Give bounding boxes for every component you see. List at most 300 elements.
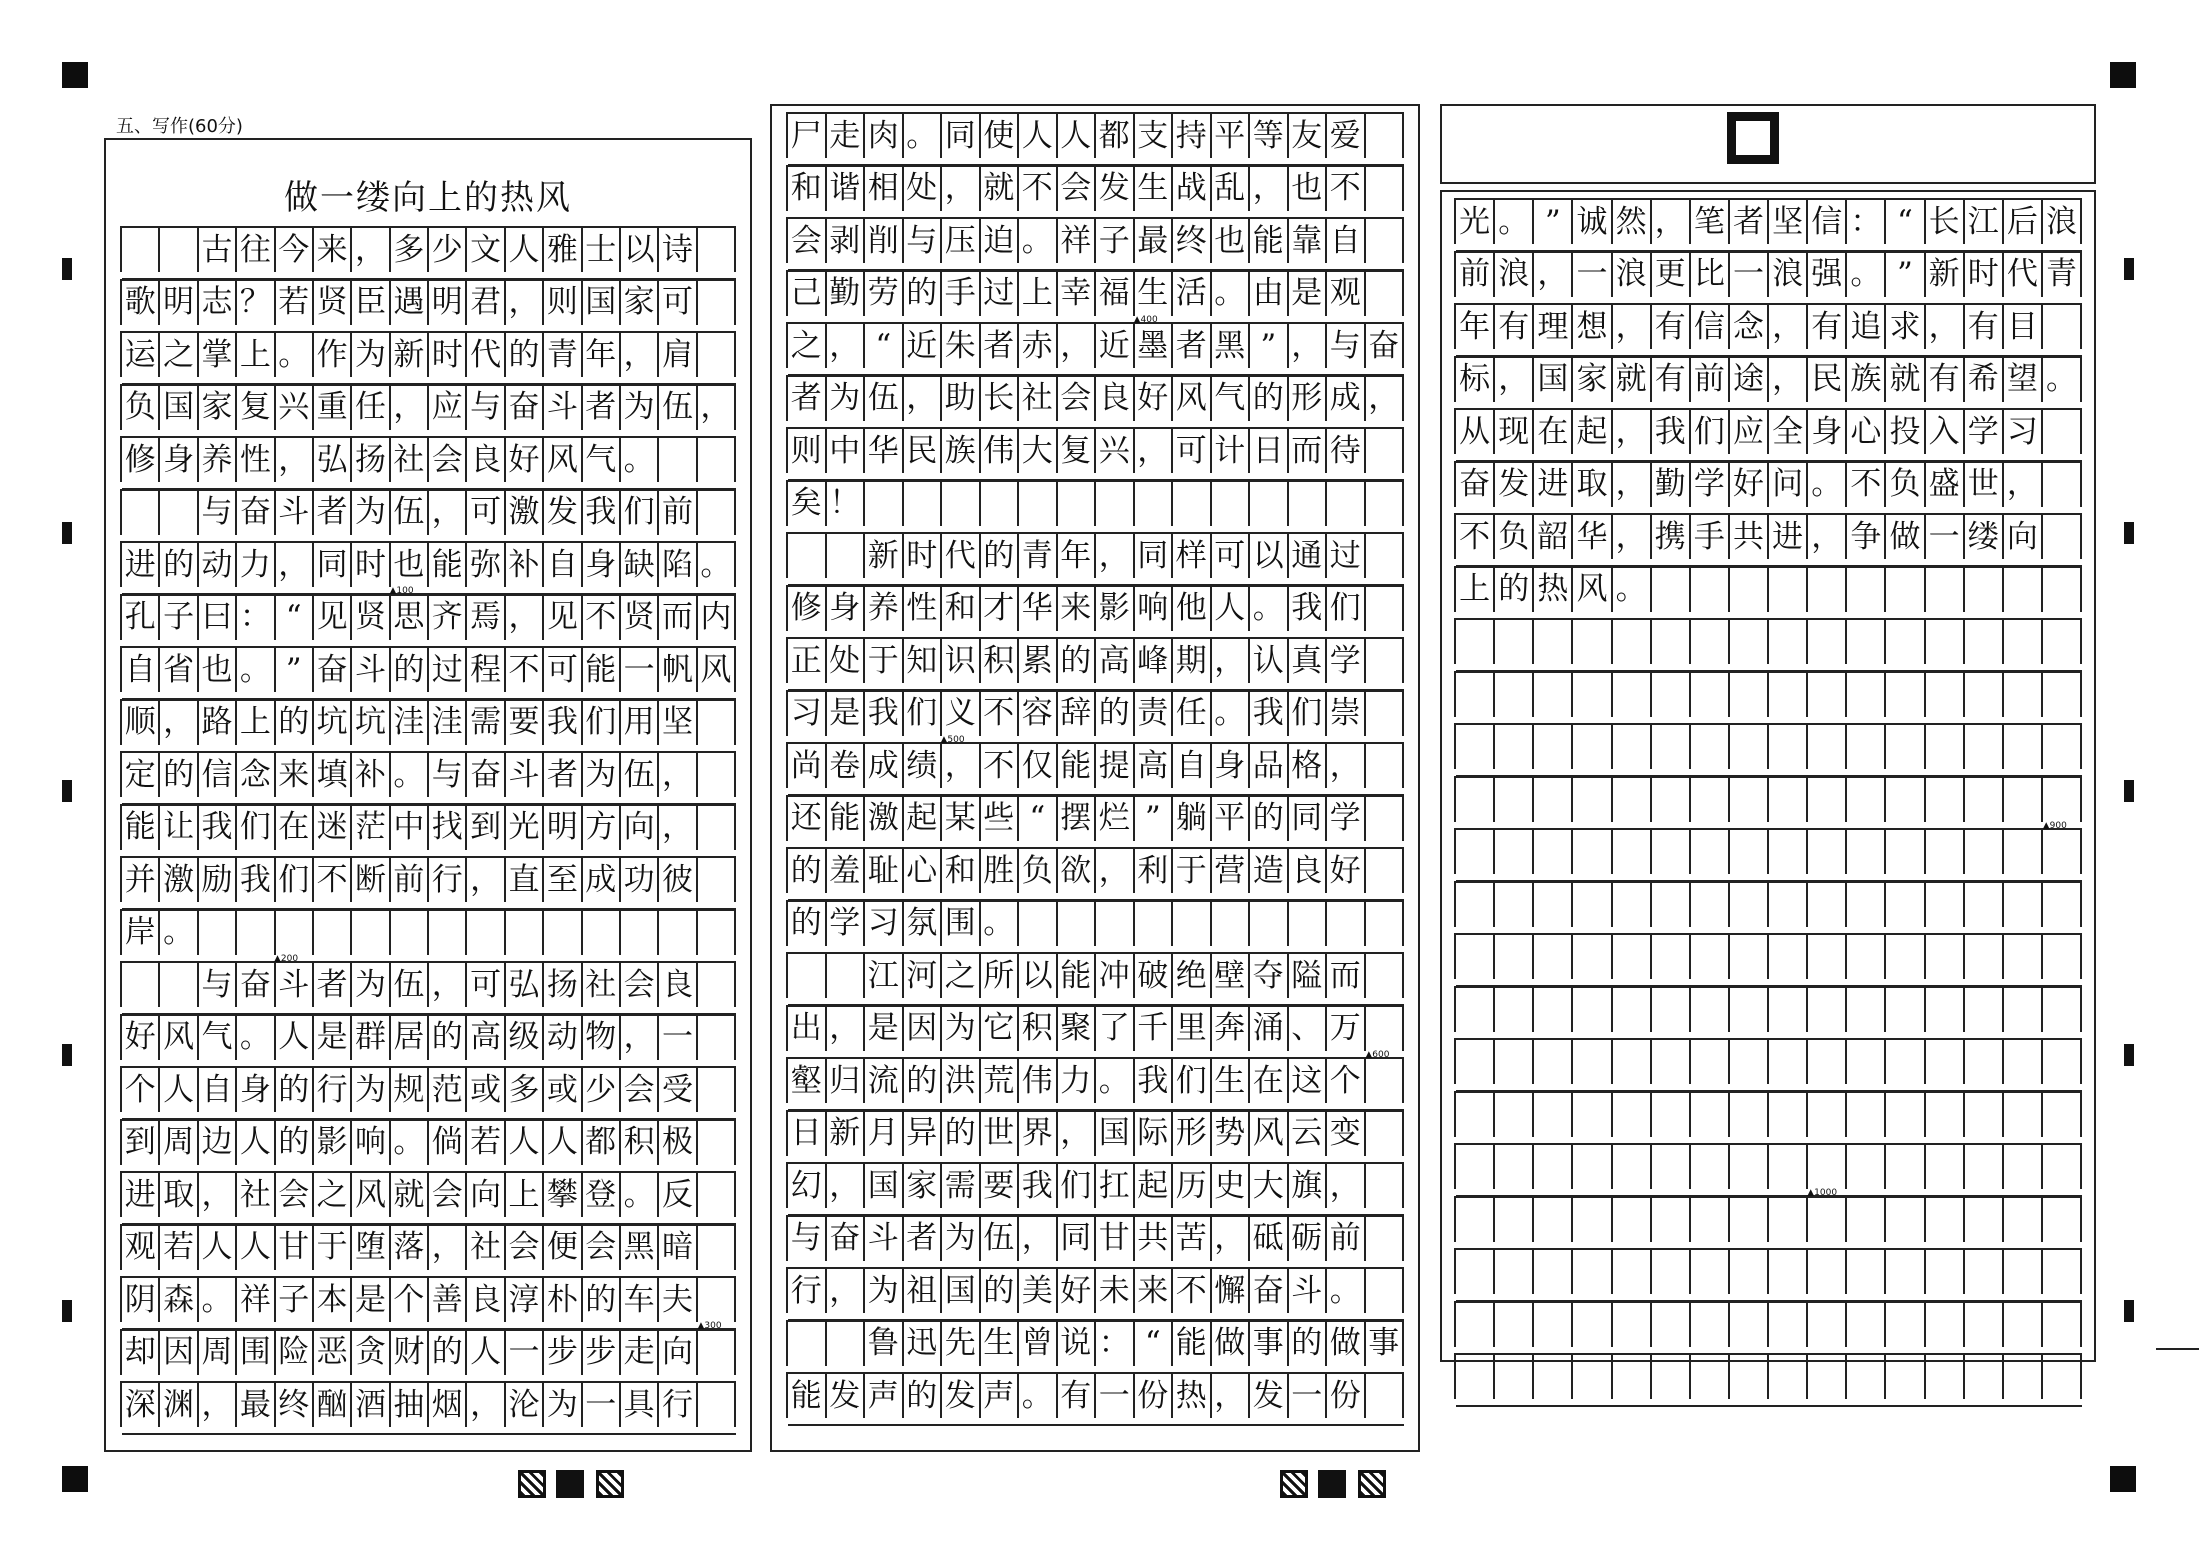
grid-cell — [1366, 219, 1405, 263]
grid-cell: 有 — [1058, 1374, 1097, 1418]
grid-cell: 最 — [237, 1383, 275, 1427]
grid-cell: 积 — [621, 1121, 659, 1165]
grid-cell: 生 — [981, 1322, 1020, 1366]
grid-cell — [1808, 1198, 1847, 1242]
grid-cell: 的 — [904, 1059, 943, 1103]
grid-cell — [2043, 1093, 2082, 1137]
grid-cell — [1769, 1093, 1808, 1137]
grid-cell — [1495, 1093, 1534, 1137]
timing-mark — [2124, 780, 2134, 802]
grid-cell — [698, 281, 736, 325]
grid-cell: 缺 — [621, 543, 659, 587]
grid-cell: 懈 — [1212, 1269, 1251, 1313]
grid-cell — [1847, 1250, 1886, 1294]
grid-cell: ， — [1613, 305, 1652, 349]
grid-cell: 学 — [1327, 797, 1366, 841]
grid-cell: 负 — [122, 386, 160, 430]
grid-cell — [698, 858, 736, 902]
grid-cell: 争 — [1847, 515, 1886, 559]
grid-cell — [1808, 1040, 1847, 1084]
grid-cell: 们 — [583, 701, 621, 745]
grid-row — [786, 690, 1404, 736]
grid-cell: 与 — [429, 753, 467, 797]
grid-cell: 劳 — [865, 272, 904, 316]
grid-cell — [1327, 482, 1366, 526]
grid-cell: 新 — [1926, 253, 1965, 297]
grid-cell: 好 — [1730, 463, 1769, 507]
grid-cell — [1250, 902, 1289, 946]
grid-cell — [1534, 1145, 1573, 1189]
grid-cell: 笔 — [1691, 200, 1730, 244]
grid-cell: 步 — [544, 1331, 582, 1375]
grid-cell: 祥 — [1058, 219, 1097, 263]
grid-cell — [1534, 935, 1573, 979]
grid-cell — [2043, 1355, 2082, 1399]
grid-cell — [1886, 725, 1925, 769]
grid-cell: 为 — [352, 1068, 390, 1112]
grid-cell: 。 — [1212, 692, 1251, 736]
grid-cell: 的 — [1250, 377, 1289, 421]
grid-cell: ， — [199, 1383, 237, 1427]
registration-mark-bottom-right — [2110, 1466, 2136, 1492]
grid-cell: ， — [1769, 358, 1808, 402]
grid-cell — [1769, 778, 1808, 822]
grid-cell: 羞 — [827, 849, 866, 893]
grid-cell: 国 — [160, 386, 198, 430]
grid-cell: 重 — [314, 386, 352, 430]
grid-cell: 来 — [1135, 1269, 1174, 1313]
grid-cell — [1808, 1303, 1847, 1347]
grid-cell — [827, 954, 866, 998]
word-count-marker: ▲300 — [697, 1321, 722, 1331]
grid-cell: 我 — [1289, 587, 1328, 631]
grid-cell: 若 — [467, 1121, 505, 1165]
word-count-marker: ▲400 — [1133, 314, 1158, 325]
grid-cell: 则 — [788, 429, 827, 473]
grid-cell — [1495, 935, 1534, 979]
grid-cell: 自 — [544, 543, 582, 587]
grid-cell: 坚 — [1769, 200, 1808, 244]
grid-row — [786, 1320, 1404, 1366]
grid-cell: 我 — [237, 858, 275, 902]
grid-cell: 日 — [788, 1112, 827, 1156]
grid-cell — [1456, 778, 1495, 822]
grid-cell: 自 — [199, 1068, 237, 1112]
grid-cell: 苦 — [1173, 1217, 1212, 1261]
grid-cell — [506, 911, 544, 955]
grid-cell: ， — [659, 753, 697, 797]
grid-cell: 有 — [1808, 305, 1847, 349]
grid-cell: 热 — [1173, 1374, 1212, 1418]
grid-cell: 年 — [1058, 534, 1097, 578]
grid-cell: 者 — [981, 324, 1020, 368]
grid-cell: 辞 — [1058, 692, 1097, 736]
grid-cell — [1652, 830, 1691, 874]
grid-cell: 好 — [1327, 849, 1366, 893]
grid-cell: 弥 — [467, 543, 505, 587]
grid-cell: 个 — [1327, 1059, 1366, 1103]
grid-cell: 茫 — [352, 806, 390, 850]
grid-cell: 烂 — [1096, 797, 1135, 841]
grid-cell: 走 — [621, 1331, 659, 1375]
grid-cell: 身 — [160, 438, 198, 482]
grid-cell — [1289, 482, 1328, 526]
grid-cell: 。 — [1327, 1269, 1366, 1313]
grid-cell: 在 — [1250, 1059, 1289, 1103]
grid-cell: ， — [467, 858, 505, 902]
grid-cell: ” — [1250, 324, 1289, 368]
grid-cell — [1926, 1093, 1965, 1137]
grid-cell: ， — [942, 744, 981, 788]
grid-cell: 响 — [1135, 587, 1174, 631]
grid-cell: 身 — [1212, 744, 1251, 788]
grid-cell: 起 — [1573, 410, 1612, 454]
grid-cell — [1808, 830, 1847, 874]
grid-cell: 上 — [506, 1173, 544, 1217]
grid-cell: 斗 — [276, 963, 314, 1007]
grid-cell: ， — [1289, 324, 1328, 368]
grid-cell: 信 — [199, 753, 237, 797]
grid-cell: 周 — [199, 1331, 237, 1375]
grid-cell: 现 — [1495, 410, 1534, 454]
grid-cell: 一 — [1573, 253, 1612, 297]
grid-cell — [942, 482, 981, 526]
grid-cell — [2004, 1355, 2043, 1399]
grid-cell — [1691, 1093, 1730, 1137]
grid-cell: 某 — [942, 797, 981, 841]
grid-row — [786, 1110, 1404, 1156]
grid-cell: 奋 — [1250, 1269, 1289, 1313]
grid-cell — [160, 228, 198, 272]
grid-cell: 处 — [827, 639, 866, 683]
grid-cell — [1613, 988, 1652, 1032]
grid-cell: 围 — [237, 1331, 275, 1375]
grid-cell: 见 — [314, 596, 352, 640]
grid-cell: 走 — [827, 114, 866, 158]
grid-cell — [1926, 830, 1965, 874]
grid-cell: 因 — [904, 1007, 943, 1051]
grid-cell: 族 — [1847, 358, 1886, 402]
grid-cell: 可 — [1212, 534, 1251, 578]
grid-row — [120, 331, 736, 377]
grid-cell: 摆 — [1058, 797, 1097, 841]
grid-cell: 来 — [276, 753, 314, 797]
grid-cell: ， — [1212, 1374, 1251, 1418]
grid-cell — [788, 534, 827, 578]
grid-cell: 影 — [1096, 587, 1135, 631]
grid-cell — [1730, 1303, 1769, 1347]
grid-cell: 好 — [1058, 1269, 1097, 1313]
grid-cell: 的 — [429, 1331, 467, 1375]
grid-cell: 一 — [1730, 253, 1769, 297]
grid-row — [120, 646, 736, 692]
grid-cell: 族 — [942, 429, 981, 473]
grid-cell: 祥 — [237, 1278, 275, 1322]
grid-cell: 历 — [1173, 1164, 1212, 1208]
grid-cell: 观 — [1327, 272, 1366, 316]
grid-cell: 成 — [583, 858, 621, 902]
grid-cell: 人 — [467, 1331, 505, 1375]
grid-cell — [1366, 1217, 1405, 1261]
grid-cell: 先 — [942, 1322, 981, 1366]
grid-cell: 的 — [506, 333, 544, 377]
grid-cell — [1366, 1269, 1405, 1313]
grid-cell: 高 — [1096, 639, 1135, 683]
grid-cell: 份 — [1135, 1374, 1174, 1418]
grid-cell: 之 — [160, 333, 198, 377]
grid-cell: 社 — [1019, 377, 1058, 421]
grid-cell: 曰 — [199, 596, 237, 640]
grid-cell: 生 — [1135, 167, 1174, 211]
grid-cell — [1730, 1250, 1769, 1294]
grid-cell — [1730, 568, 1769, 612]
grid-cell — [2004, 1145, 2043, 1189]
grid-cell: 落 — [391, 1226, 429, 1270]
grid-cell: 并 — [122, 858, 160, 902]
grid-cell: 贤 — [314, 281, 352, 325]
grid-cell: 都 — [583, 1121, 621, 1165]
grid-cell: 受 — [659, 1068, 697, 1112]
grid-cell: 良 — [1289, 849, 1328, 893]
grid-cell — [1613, 1303, 1652, 1347]
grid-cell: 见 — [544, 596, 582, 640]
grid-cell: 能 — [1250, 219, 1289, 263]
grid-cell: 淳 — [506, 1278, 544, 1322]
grid-cell: 投 — [1886, 410, 1925, 454]
grid-cell: ， — [1058, 1112, 1097, 1156]
grid-cell: 影 — [314, 1121, 352, 1165]
grid-cell: 斗 — [352, 648, 390, 692]
grid-cell: 是 — [827, 692, 866, 736]
grid-cell — [1691, 883, 1730, 927]
grid-cell: 力 — [1058, 1059, 1097, 1103]
grid-cell — [2043, 1198, 2082, 1242]
grid-cell: 好 — [122, 1016, 160, 1060]
grid-cell — [1573, 1355, 1612, 1399]
grid-cell: 发 — [1096, 167, 1135, 211]
grid-cell: ， — [506, 281, 544, 325]
grid-row — [120, 226, 736, 272]
grid-cell: 复 — [237, 386, 275, 430]
grid-cell: 能 — [788, 1374, 827, 1418]
grid-cell: 会 — [621, 1068, 659, 1112]
grid-cell: ， — [1769, 305, 1808, 349]
grid-cell: 任 — [1173, 692, 1212, 736]
grid-cell — [2004, 1198, 2043, 1242]
grid-cell — [160, 491, 198, 535]
grid-cell: 为 — [865, 1269, 904, 1313]
grid-cell: 长 — [1926, 200, 1965, 244]
grid-cell: ， — [827, 324, 866, 368]
page-code-mark — [556, 1470, 584, 1498]
grid-cell: 仅 — [1019, 744, 1058, 788]
grid-row — [786, 165, 1404, 211]
grid-cell: 的 — [1250, 797, 1289, 841]
grid-cell: 气 — [583, 438, 621, 482]
grid-cell: 想 — [1573, 305, 1612, 349]
grid-row — [1454, 933, 2082, 979]
grid-cell: 行 — [314, 1068, 352, 1112]
grid-cell — [1366, 1059, 1405, 1103]
grid-cell: 才 — [981, 587, 1020, 631]
grid-cell: 不 — [314, 858, 352, 902]
grid-cell: 应 — [1730, 410, 1769, 454]
grid-cell: 抽 — [391, 1383, 429, 1427]
grid-cell: 身 — [583, 543, 621, 587]
grid-cell — [1965, 935, 2004, 979]
grid-cell — [1366, 1374, 1405, 1418]
grid-row — [120, 1224, 736, 1270]
grid-cell — [1886, 568, 1925, 612]
grid-cell: 于 — [865, 639, 904, 683]
grid-cell: 而 — [659, 596, 697, 640]
grid-cell — [1808, 1355, 1847, 1399]
grid-cell: 习 — [865, 902, 904, 946]
grid-cell — [1730, 778, 1769, 822]
grid-cell: 堕 — [352, 1226, 390, 1270]
grid-cell — [1769, 568, 1808, 612]
grid-cell: 的 — [583, 1278, 621, 1322]
grid-cell: 个 — [391, 1278, 429, 1322]
grid-cell: 行 — [429, 858, 467, 902]
grid-cell — [1886, 830, 1925, 874]
grid-cell: 登 — [583, 1173, 621, 1217]
grid-cell: 风 — [1173, 377, 1212, 421]
grid-cell — [1808, 988, 1847, 1032]
question-select-box — [1727, 112, 1779, 164]
grid-cell: 洪 — [942, 1059, 981, 1103]
grid-cell — [1456, 883, 1495, 927]
grid-cell: 者 — [1173, 324, 1212, 368]
grid-cell: 力 — [237, 543, 275, 587]
grid-cell — [1366, 1164, 1405, 1208]
grid-cell: 。 — [1495, 200, 1534, 244]
grid-row — [786, 217, 1404, 263]
grid-cell: 终 — [1173, 219, 1212, 263]
grid-cell — [1456, 1093, 1495, 1137]
grid-cell: 朴 — [544, 1278, 582, 1322]
grid-cell — [1534, 1040, 1573, 1084]
grid-cell — [1808, 673, 1847, 717]
grid-cell: 代 — [2004, 253, 2043, 297]
grid-cell — [698, 1226, 736, 1270]
grid-row — [1454, 671, 2082, 717]
grid-cell — [1769, 673, 1808, 717]
grid-cell — [1965, 1093, 2004, 1137]
grid-cell: 于 — [1173, 849, 1212, 893]
grid-cell: 多 — [391, 228, 429, 272]
grid-cell: 求 — [1886, 305, 1925, 349]
grid-cell: ， — [1327, 1164, 1366, 1208]
grid-cell: 。 — [2043, 358, 2082, 402]
grid-row — [786, 375, 1404, 421]
grid-cell: 黑 — [621, 1226, 659, 1270]
grid-cell — [1769, 1145, 1808, 1189]
grid-cell: 掌 — [199, 333, 237, 377]
grid-cell: 们 — [237, 806, 275, 850]
grid-cell: 标 — [1456, 358, 1495, 402]
grid-cell: 能 — [1058, 954, 1097, 998]
grid-cell — [2043, 620, 2082, 664]
grid-cell — [1652, 1355, 1691, 1399]
grid-row — [786, 270, 1404, 316]
grid-cell: 活 — [1173, 272, 1212, 316]
grid-cell: ， — [506, 596, 544, 640]
grid-cell: 沦 — [506, 1383, 544, 1427]
grid-cell: 的 — [276, 1068, 314, 1112]
grid-cell — [1926, 1250, 1965, 1294]
grid-row — [1454, 1353, 2082, 1399]
grid-cell: 风 — [352, 1173, 390, 1217]
grid-cell: 不 — [981, 744, 1020, 788]
grid-cell: 为 — [942, 1007, 981, 1051]
grid-cell: 义 — [942, 692, 981, 736]
page-code-mark — [1280, 1470, 1308, 1498]
grid-cell: 未 — [1096, 1269, 1135, 1313]
grid-cell: 国 — [1096, 1112, 1135, 1156]
grid-cell: 然 — [1613, 200, 1652, 244]
grid-cell — [1495, 620, 1534, 664]
grid-cell: 荒 — [981, 1059, 1020, 1103]
grid-cell — [1730, 1093, 1769, 1137]
grid-cell: 人 — [160, 1068, 198, 1112]
grid-cell: 我 — [1135, 1059, 1174, 1103]
grid-cell: 能 — [122, 806, 160, 850]
grid-cell — [1926, 1040, 1965, 1084]
grid-cell: 近 — [904, 324, 943, 368]
grid-row — [120, 804, 736, 850]
grid-cell — [122, 963, 160, 1007]
grid-cell: ， — [1250, 167, 1289, 211]
grid-cell: 家 — [1573, 358, 1612, 402]
grid-cell: 人 — [1019, 114, 1058, 158]
grid-cell: 要 — [981, 1164, 1020, 1208]
grid-cell — [1366, 902, 1405, 946]
grid-cell: 上 — [1019, 272, 1058, 316]
timing-mark — [62, 1044, 72, 1066]
grid-cell — [1965, 1355, 2004, 1399]
grid-cell: 们 — [1327, 587, 1366, 631]
grid-cell: 用 — [621, 701, 659, 745]
grid-cell — [1573, 1303, 1612, 1347]
grid-cell — [1534, 725, 1573, 769]
grid-cell: 的 — [276, 701, 314, 745]
grid-cell: 奋 — [827, 1217, 866, 1261]
grid-cell: 与 — [199, 491, 237, 535]
grid-cell — [1456, 988, 1495, 1032]
grid-cell — [1096, 482, 1135, 526]
grid-cell: 平 — [1212, 114, 1251, 158]
grid-cell — [1691, 935, 1730, 979]
grid-cell: 负 — [1886, 463, 1925, 507]
grid-cell: 甘 — [276, 1226, 314, 1270]
grid-cell: ， — [1212, 1217, 1251, 1261]
grid-cell: 生 — [1135, 272, 1174, 316]
grid-row — [120, 279, 736, 325]
grid-cell: 前 — [659, 491, 697, 535]
grid-cell: ， — [1613, 463, 1652, 507]
grid-cell — [2004, 1250, 2043, 1294]
grid-cell: 望 — [2004, 358, 2043, 402]
grid-cell: 为 — [942, 1217, 981, 1261]
grid-cell: 程 — [467, 648, 505, 692]
grid-cell — [1965, 725, 2004, 769]
grid-cell — [1808, 1250, 1847, 1294]
grid-cell: 填 — [314, 753, 352, 797]
grid-cell: 墨 — [1135, 324, 1174, 368]
grid-cell: 持 — [1173, 114, 1212, 158]
grid-cell: 的 — [429, 1016, 467, 1060]
